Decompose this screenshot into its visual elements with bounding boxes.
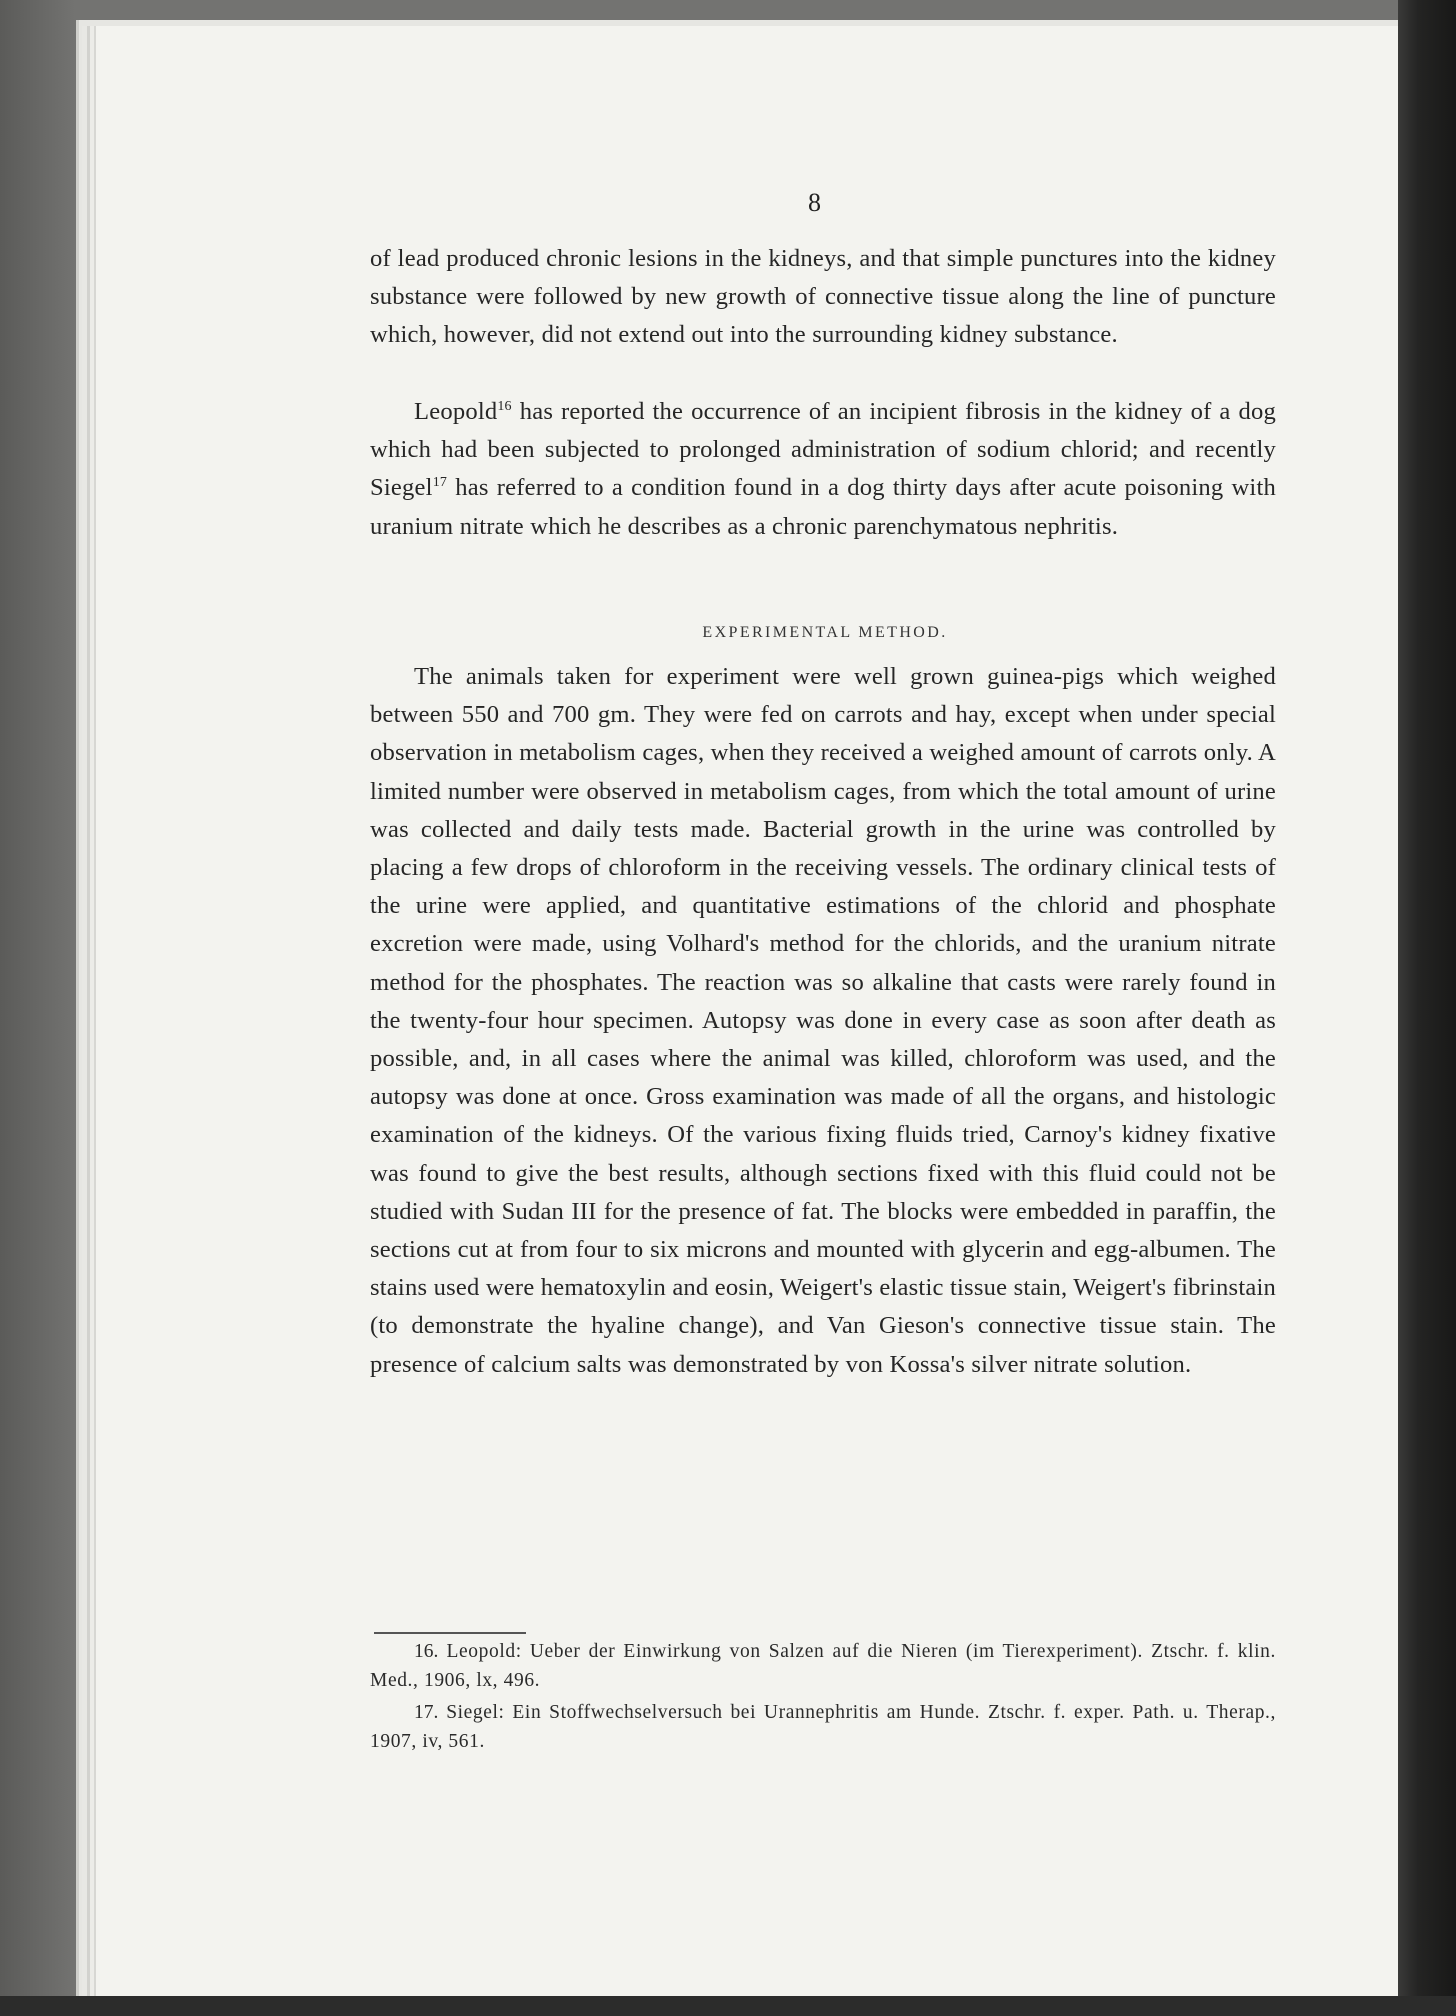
binding-shadow (1398, 0, 1456, 2016)
text-segment: has referred to a condition found in a dog thirty days after acute poisoning with uranium nitrate which he describes as a chronic parenchymatous nephritis. (370, 474, 1276, 540)
footnote-ref-16: 16 (497, 399, 512, 414)
footnote-number: 17. (414, 1702, 439, 1723)
footnote-ref-17: 17 (432, 475, 448, 491)
text-segment: Leopold (414, 398, 498, 425)
paragraph-continued: of lead produced chronic lesions in the kidneys, and that simple punctures into the kidney substance were followed by new growth of connective tissue along the line of puncture which, however, did not extend out into the surrounding kidney substance. (370, 245, 1276, 349)
section-heading: EXPERIMENTAL METHOD. (702, 624, 948, 641)
text-segment: has reported the occurrence of an incipient fibrosis in the kidney of a dog which had been subjected to prolonged administration of sodium chlorid; and recently Siegel (370, 398, 1276, 502)
footnote-divider (374, 1632, 526, 1634)
footnote-number: 16. (414, 1641, 439, 1662)
footnote-17 (370, 1698, 1276, 1756)
footnote-text: Siegel: Ein Stoffwechselversuch bei Urannephritis am Hunde. Ztschr. f. exper. Path. u. Therap., 1907, iv, 561. (370, 1702, 1276, 1752)
paragraph-experimental-method: The animals taken for experiment were well grown guinea-pigs which weighed between 550 and 700 gm. They were fed on carrots and hay, except when under special observation in metabolism cages, when they received a weighed amount of carrots only. A limited number were observed in metabolism cages, from which the total amount of urine was collected and daily tests made. Bacterial growth in the urine was controlled by placing a few drops of chloroform in the receiving vessels. The ordinary clinical tests of the urine were applied, and quantitative estimations of the chlorid and phosphate excretion were made, using Volhard's method for the chlorids, and the uranium nitrate method for the phosphates. The reaction was so alkaline that casts were rarely found in the twenty-four hour specimen. Autopsy was done in every case as soon after death as possible, and, in all cases where the animal was killed, chloroform was used, and the autopsy was done at once. Gross examination was made of all the organs, and histologic examination of the kidneys. Of the various fixing fluids tried, Carnoy's kidney fixative was found to give the best results, although sections fixed with this fluid could not be studied with Sudan III for the presence of fat. The blocks were embedded in paraffin, the sections cut at from four to six microns and mounted with glycerin and egg-albumen. The stains used were hematoxylin and eosin, Weigert's elastic tissue stain, Weigert's fibrinstain (to demonstrate the hyaline change), and Van Gieson's connective tissue stain. The presence of calcium salts was demonstrated by von Kossa's silver nitrate solution. (370, 663, 1276, 1378)
footnote-16 (370, 1637, 1276, 1695)
scan-bottom-edge (0, 1996, 1456, 2016)
page-number: 8 (808, 188, 822, 217)
footnote-text: Leopold: Ueber der Einwirkung von Salzen auf die Nieren (im Tierexperiment). Ztschr. f. klin. Med., 1906, lx, 496. (370, 1641, 1276, 1691)
paragraph-leopold-siegel (370, 393, 1276, 546)
